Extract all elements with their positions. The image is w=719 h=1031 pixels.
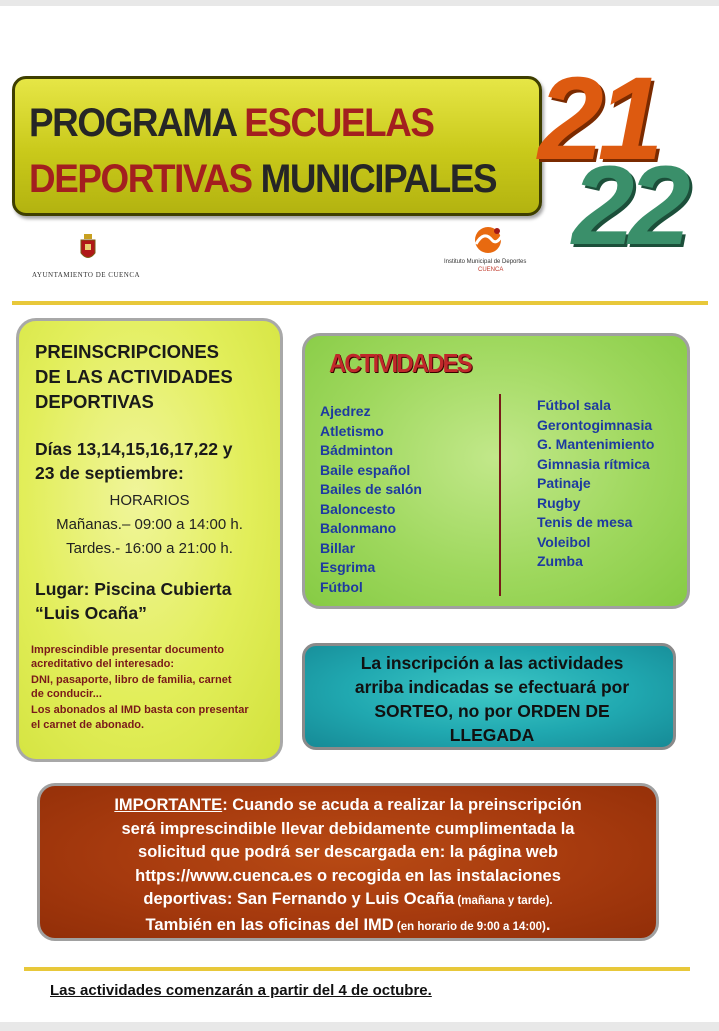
bottom-edge (0, 1022, 719, 1031)
sorteo-line: SORTEO, no por ORDEN DE (374, 701, 610, 721)
activity-item: Rugby (537, 494, 581, 511)
activity-item: Patinaje (537, 475, 591, 491)
importante-box (37, 783, 659, 941)
importante-text (48, 794, 648, 939)
preinscripciones-title-line: DEPORTIVAS (35, 391, 154, 412)
activity-item: Zumba (537, 553, 583, 569)
ayuntamiento-label: AYUNTAMIENTO DE CUENCA (32, 271, 141, 279)
actividades-divider (499, 394, 501, 596)
preinscripciones-title (35, 339, 275, 414)
sorteo-line: La inscripción a las actividades (360, 653, 624, 673)
divider-top (12, 301, 708, 305)
importante-line-1: : Cuando se acuda a realizar la preinscripción (222, 796, 582, 814)
importante-line-2: será imprescindible llevar debidamente cumplimentada la (121, 819, 575, 838)
days-line: Días 13,14,15,16,17,22 y (35, 439, 233, 459)
title-line-1 (29, 101, 434, 145)
note-line: Imprescindible presentar documento (31, 644, 225, 656)
importante-line-4: https://www.cuenca.es o recogida en las instalaciones (135, 866, 561, 885)
activity-item: G. Mantenimiento (537, 436, 655, 452)
actividades-panel (302, 333, 690, 609)
horario-tarde: Tardes.- 16:00 a 21:00 h. (66, 540, 233, 557)
importante-line-5-note: (mañana y tarde). (454, 895, 553, 907)
divider-bottom (24, 967, 690, 971)
preinscripciones-panel (16, 318, 283, 762)
imd-city-label: CUENCA (478, 267, 504, 273)
activity-item: Gimnasia rítmica (537, 455, 650, 472)
importante-line (48, 888, 648, 914)
activity-item: Baile español (320, 461, 411, 478)
lugar (35, 577, 285, 625)
importante-line-6-end: . (545, 915, 551, 934)
footer-text: Las actividades comenzarán a partir del 4 de octubre. (50, 982, 432, 999)
activity-item: Fútbol (320, 578, 363, 595)
horario-manana: Mañanas.– 09:00 a 14:00 h. (56, 516, 243, 533)
sorteo-line: LLEGADA (449, 725, 535, 745)
note-line: acreditativo del interesado: (31, 658, 175, 670)
importante-line-5: deportivas: San Fernando y Luis Ocaña (143, 890, 455, 908)
activity-item: Billar (320, 539, 356, 556)
importante-label: IMPORTANTE (114, 796, 223, 814)
year-top: 21 (538, 53, 658, 185)
title-word-escuelas: ESCUELAS (244, 101, 434, 145)
activity-item: Ajedrez (320, 403, 371, 419)
imd-label: Instituto Municipal de Deportes (444, 259, 527, 265)
title-word-programa: PROGRAMA (29, 101, 236, 145)
title-word-municipales: MUNICIPALES (260, 157, 497, 201)
cuenca-crest-icon (78, 233, 98, 263)
importante-line-6-note: (en horario de 9:00 a 14:00) (393, 920, 546, 933)
top-edge (0, 0, 719, 6)
note-line: de conducir... (31, 688, 102, 700)
title-line-2 (29, 157, 496, 201)
activity-item: Bailes de salón (320, 481, 422, 497)
activity-item: Esgrima (320, 559, 376, 575)
actividades-column-2 (537, 396, 654, 572)
preinscripciones-days (35, 437, 285, 485)
activity-item: Tenis de mesa (537, 514, 633, 530)
note-line: DNI, pasaporte, libro de familia, carnet (31, 674, 232, 686)
activity-item: Gerontogimnasia (537, 416, 653, 433)
note-line: el carnet de abonado. (31, 719, 145, 731)
preinscripciones-title-line: DE LAS ACTIVIDADES (35, 366, 233, 387)
activity-item: Voleibol (537, 533, 591, 550)
sorteo-text (311, 651, 673, 747)
importante-line (48, 914, 648, 940)
activity-item: Fútbol sala (537, 397, 611, 413)
activity-item: Balonmano (320, 520, 397, 536)
importante-line-3: solicitud que podrá ser descargada en: la página web (138, 843, 558, 861)
title-word-deportivas: DEPORTIVAS (29, 157, 252, 201)
activity-item: Bádminton (320, 442, 394, 458)
sorteo-box (302, 643, 676, 750)
sorteo-line: arriba indicadas se efectuará por (354, 677, 630, 697)
note-line: Los abonados al IMD basta con presentar (31, 704, 249, 716)
title-banner (12, 76, 542, 216)
actividades-title: ACTIVIDADES (329, 348, 471, 378)
lugar-line: “Luis Ocaña” (35, 603, 147, 623)
actividades-column-1 (320, 402, 422, 597)
importante-line-6: También en las oficinas del IMD (145, 915, 394, 934)
lugar-line: Lugar: Piscina Cubierta (35, 579, 232, 599)
activity-item: Baloncesto (320, 500, 396, 517)
activity-item: Atletismo (320, 422, 384, 439)
year-bottom: 22 (572, 143, 685, 268)
days-line: 23 de septiembre: (35, 463, 184, 483)
importante-line (48, 794, 648, 818)
imd-logo-icon (466, 224, 510, 258)
preinscripciones-title-line: PREINSCRIPCIONES (35, 341, 220, 362)
horarios-label: HORARIOS (109, 492, 190, 509)
